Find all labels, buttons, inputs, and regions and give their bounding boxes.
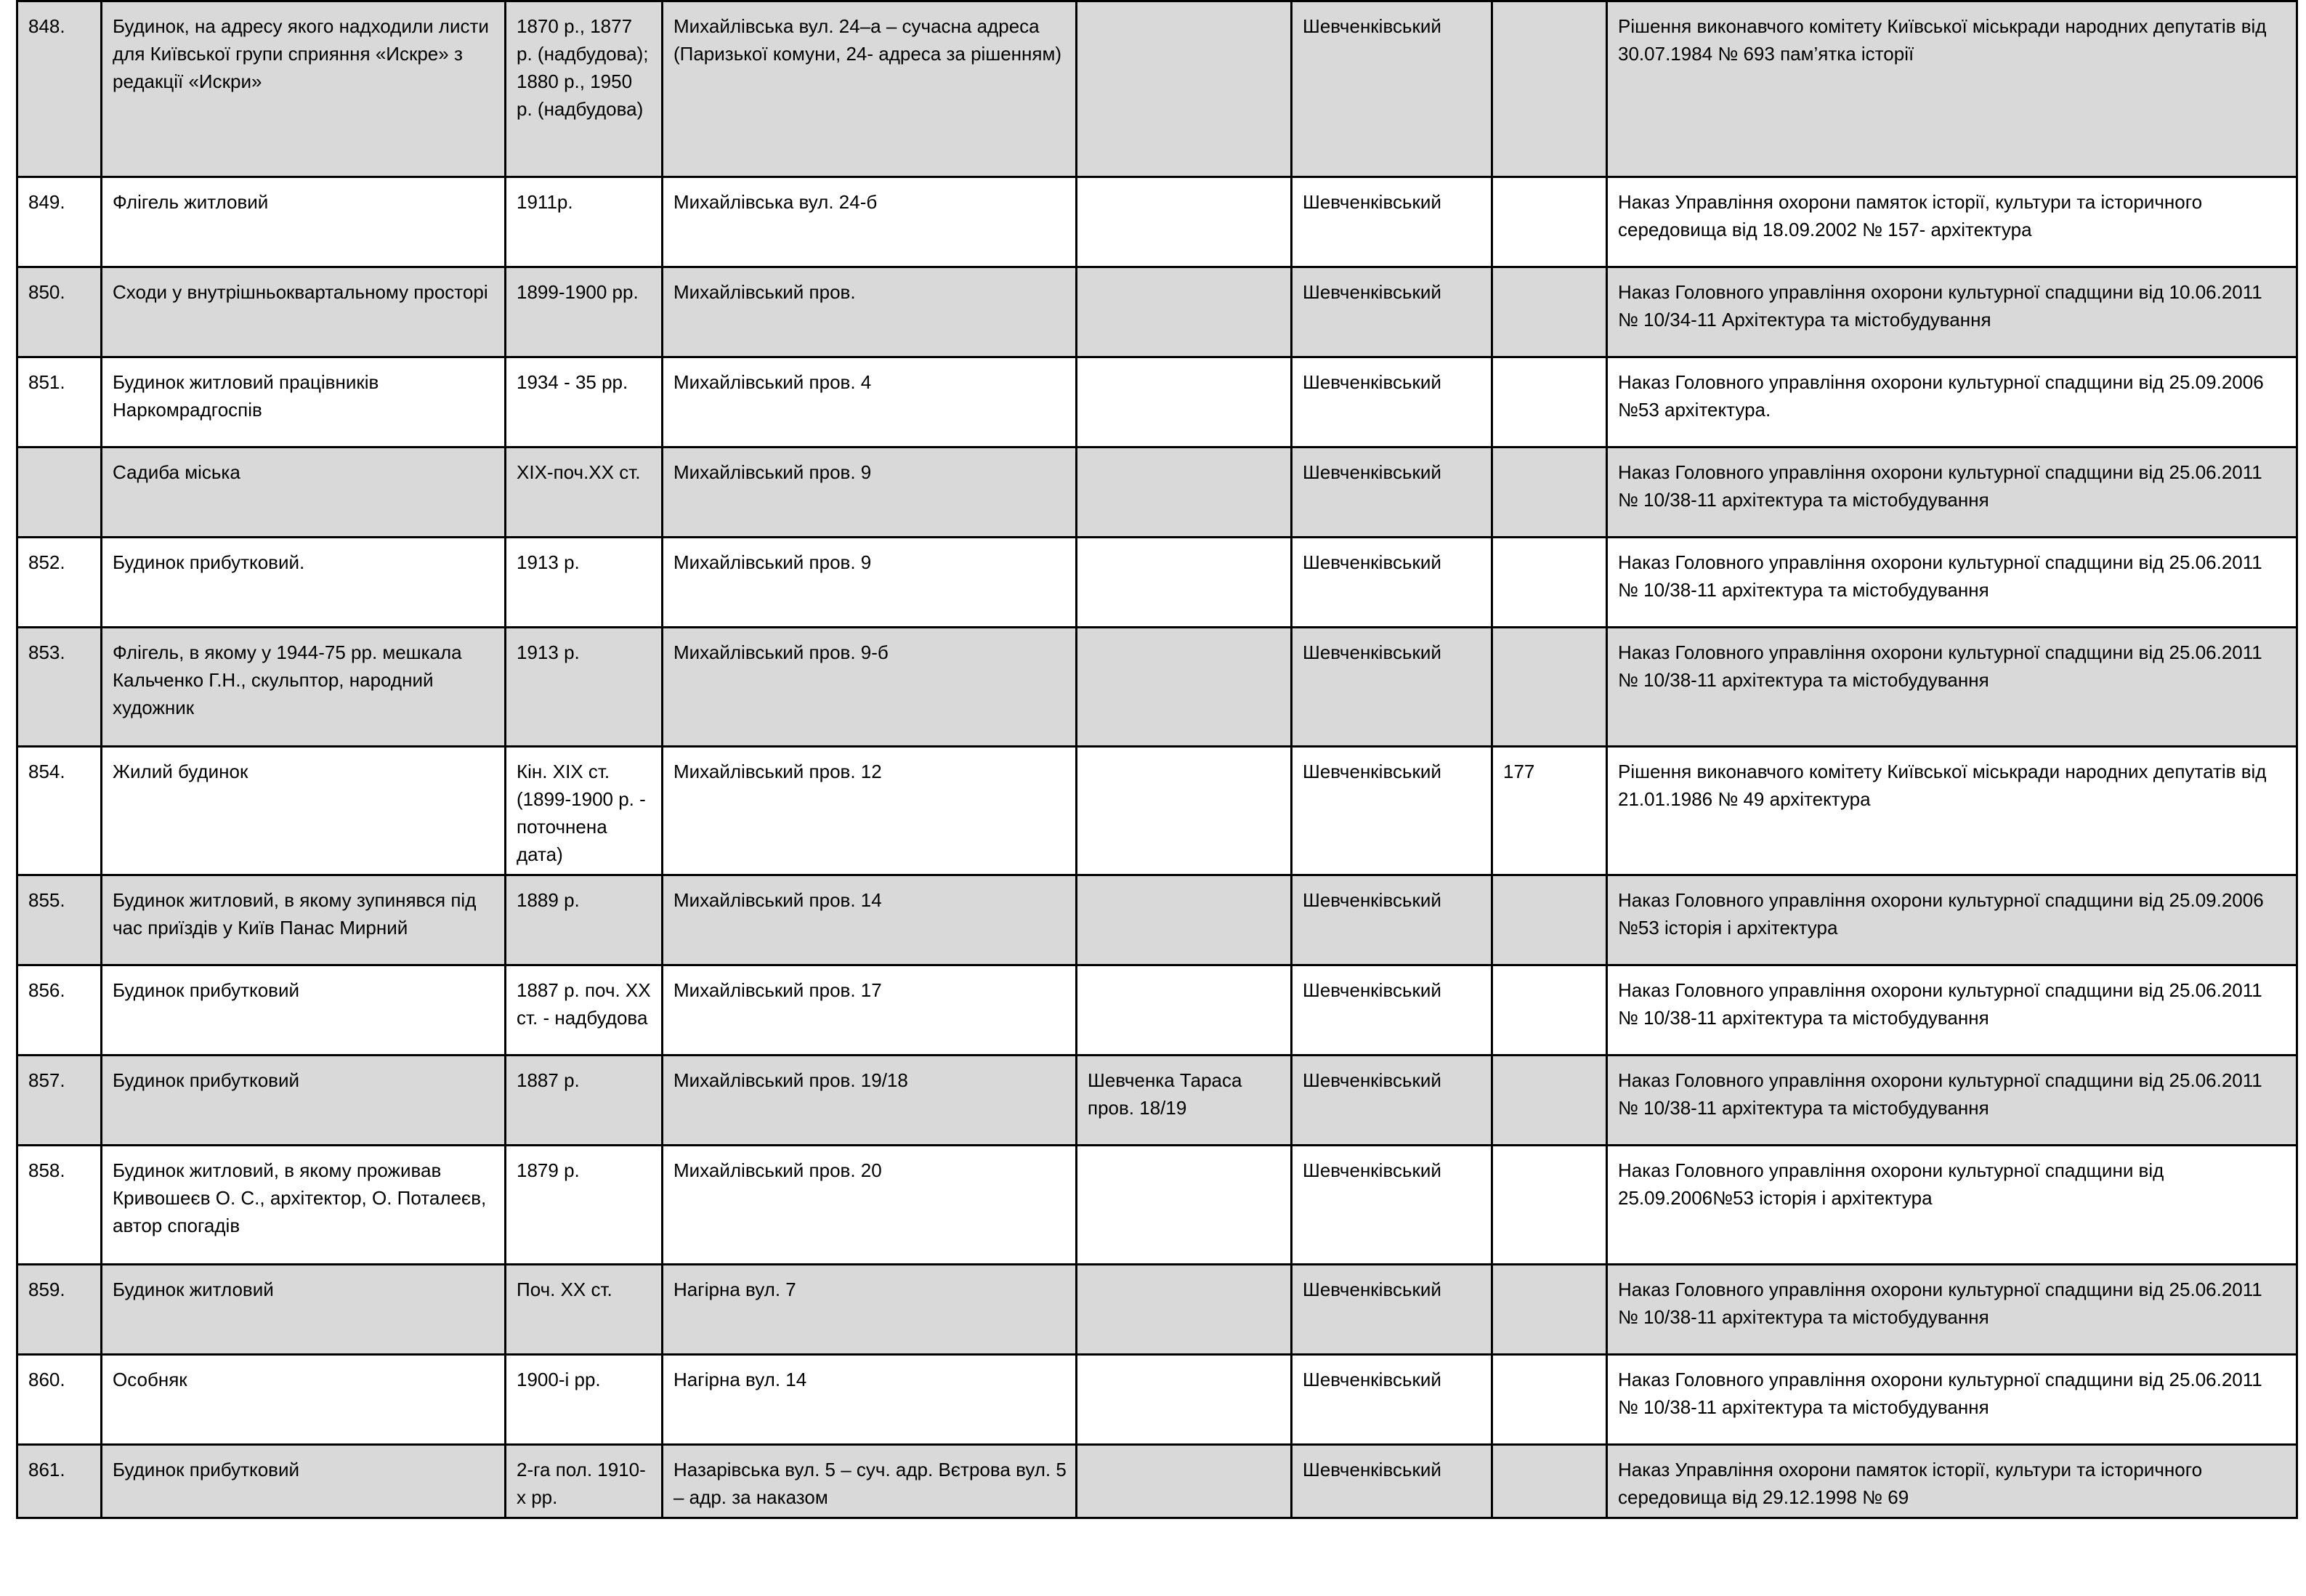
cell-protection-document: Рішення виконавчого комітету Київської міськради народних депутатів від 30.07.1984 № 693 пам’ятка історії <box>1607 1 2297 177</box>
cell-row-number: 851. <box>17 357 102 447</box>
cell-protection-document: Рішення виконавчого комітету Київської міськради народних депутатів від 21.01.1986 № 49 архітектура <box>1607 747 2297 875</box>
cell-protection-number <box>1492 965 1607 1056</box>
cell-protection-document: Наказ Управління охорони памяток історії, культури та історичного середовища від 18.09.2002 № 157- архітектура <box>1607 177 2297 267</box>
cell-monument-name: Жилий будинок <box>102 747 506 875</box>
cell-monument-name: Сходи у внутрішньоквартальному просторі <box>102 267 506 357</box>
cell-protection-document: Наказ Головного управління охорони культурної спадщини від 25.06.2011 № 10/38-11 архітектура та містобудування <box>1607 447 2297 538</box>
cell-row-number: 857. <box>17 1056 102 1146</box>
cell-alternate-address <box>1077 1265 1292 1355</box>
cell-alternate-address <box>1077 1146 1292 1265</box>
cell-monument-name: Будинок житловий, в якому проживав Кривошеєв О. С., архітектор, О. Поталеєв, автор спогадів <box>102 1146 506 1265</box>
cell-district: Шевченківський <box>1292 1265 1492 1355</box>
cell-protection-document: Наказ Головного управління охорони культурної спадщини від 25.09.2006 №53 історія і архітектура <box>1607 875 2297 965</box>
cell-protection-number <box>1492 1445 1607 1518</box>
document-page <box>16 0 2296 1519</box>
cell-protection-number <box>1492 628 1607 747</box>
cell-construction-date: 1899-1900 рр. <box>506 267 663 357</box>
cell-protection-number <box>1492 1146 1607 1265</box>
cell-protection-document: Наказ Головного управління охорони культурної спадщини від 25.06.2011 № 10/38-11 архітектура та містобудування <box>1607 1265 2297 1355</box>
table-row <box>17 747 2297 875</box>
cell-construction-date: 1879 р. <box>506 1146 663 1265</box>
cell-alternate-address: Шевченка Тараса пров. 18/19 <box>1077 1056 1292 1146</box>
table-body <box>17 1 2297 1518</box>
cell-construction-date: 1934 - 35 рр. <box>506 357 663 447</box>
cell-address: Нагірна вул. 7 <box>663 1265 1077 1355</box>
cell-address: Назарівська вул. 5 – суч. адр. Вєтрова вул. 5 – адр. за наказом <box>663 1445 1077 1518</box>
cell-protection-document: Наказ Головного управління охорони культурної спадщини від 10.06.2011 № 10/34-11 Архітектура та містобудування <box>1607 267 2297 357</box>
cell-construction-date: 1887 р. <box>506 1056 663 1146</box>
cell-protection-number <box>1492 875 1607 965</box>
cell-address: Михайлівський пров. 9-б <box>663 628 1077 747</box>
cell-address: Михайлівський пров. 9 <box>663 538 1077 628</box>
cell-row-number: 849. <box>17 177 102 267</box>
cell-alternate-address <box>1077 1 1292 177</box>
cell-alternate-address <box>1077 965 1292 1056</box>
cell-protection-number <box>1492 1355 1607 1445</box>
cell-row-number: 853. <box>17 628 102 747</box>
cell-row-number: 861. <box>17 1445 102 1518</box>
cell-district: Шевченківський <box>1292 447 1492 538</box>
table-row <box>17 1056 2297 1146</box>
cell-monument-name: Будинок, на адресу якого надходили листи для Київської групи сприяння «Искре» з редакції «Искри» <box>102 1 506 177</box>
cell-row-number: 854. <box>17 747 102 875</box>
cell-district: Шевченківський <box>1292 1 1492 177</box>
cell-protection-number <box>1492 447 1607 538</box>
cell-construction-date: 1913 р. <box>506 538 663 628</box>
cell-monument-name: Особняк <box>102 1355 506 1445</box>
cell-row-number: 855. <box>17 875 102 965</box>
cell-monument-name: Флігель житловий <box>102 177 506 267</box>
cell-address: Михайлівський пров. 12 <box>663 747 1077 875</box>
cell-construction-date: 1913 р. <box>506 628 663 747</box>
cell-district: Шевченківський <box>1292 538 1492 628</box>
cell-row-number: 859. <box>17 1265 102 1355</box>
cell-protection-number: 177 <box>1492 747 1607 875</box>
cell-monument-name: Флігель, в якому у 1944-75 рр. мешкала Кальченко Г.Н., скульптор, народний художник <box>102 628 506 747</box>
cell-row-number: 858. <box>17 1146 102 1265</box>
cell-protection-document: Наказ Головного управління охорони культурної спадщини від 25.06.2011 № 10/38-11 архітектура та містобудування <box>1607 628 2297 747</box>
table-row <box>17 447 2297 538</box>
cell-alternate-address <box>1077 538 1292 628</box>
cell-monument-name: Будинок прибутковий <box>102 1445 506 1518</box>
cell-construction-date: 1911р. <box>506 177 663 267</box>
table-row <box>17 1 2297 177</box>
cell-address: Михайлівська вул. 24–а – сучасна адреса (Паризької комуни, 24- адреса за рішенням) <box>663 1 1077 177</box>
cell-protection-document: Наказ Головного управління охорони культурної спадщини від 25.06.2011 № 10/38-11 архітектура та містобудування <box>1607 1056 2297 1146</box>
table-row <box>17 1355 2297 1445</box>
monuments-table <box>16 0 2298 1519</box>
table-row <box>17 1146 2297 1265</box>
cell-row-number: 860. <box>17 1355 102 1445</box>
cell-monument-name: Будинок житловий <box>102 1265 506 1355</box>
cell-protection-document: Наказ Головного управління охорони культурної спадщини від 25.06.2011 № 10/38-11 архітектура та містобудування <box>1607 538 2297 628</box>
cell-protection-number <box>1492 1 1607 177</box>
table-row <box>17 965 2297 1056</box>
cell-protection-document: Наказ Управління охорони памяток історії, культури та історичного середовища від 29.12.1998 № 69 <box>1607 1445 2297 1518</box>
table-row <box>17 628 2297 747</box>
cell-protection-number <box>1492 357 1607 447</box>
cell-alternate-address <box>1077 1355 1292 1445</box>
cell-protection-document: Наказ Головного управління охорони культурної спадщини від 25.06.2011 № 10/38-11 архітектура та містобудування <box>1607 965 2297 1056</box>
cell-construction-date: 1889 р. <box>506 875 663 965</box>
cell-district: Шевченківський <box>1292 628 1492 747</box>
table-row <box>17 538 2297 628</box>
cell-district: Шевченківський <box>1292 177 1492 267</box>
cell-protection-document: Наказ Головного управління охорони культурної спадщини від 25.06.2011 № 10/38-11 архітектура та містобудування <box>1607 1355 2297 1445</box>
cell-address: Михайлівський пров. <box>663 267 1077 357</box>
cell-monument-name: Садиба міська <box>102 447 506 538</box>
cell-district: Шевченківський <box>1292 1056 1492 1146</box>
cell-alternate-address <box>1077 875 1292 965</box>
cell-district: Шевченківський <box>1292 875 1492 965</box>
cell-construction-date: Кін. XIX ст. (1899-1900 р. - поточнена дата) <box>506 747 663 875</box>
cell-row-number: 852. <box>17 538 102 628</box>
cell-address: Михайлівська вул. 24-б <box>663 177 1077 267</box>
table-row <box>17 1265 2297 1355</box>
cell-construction-date: 1900-і рр. <box>506 1355 663 1445</box>
cell-protection-document: Наказ Головного управління охорони культурної спадщини від 25.09.2006 №53 архітектура. <box>1607 357 2297 447</box>
cell-row-number: 850. <box>17 267 102 357</box>
cell-district: Шевченківський <box>1292 1445 1492 1518</box>
table-row <box>17 1445 2297 1518</box>
cell-address: Михайлівський пров. 20 <box>663 1146 1077 1265</box>
table-row <box>17 177 2297 267</box>
cell-protection-number <box>1492 1056 1607 1146</box>
cell-protection-number <box>1492 538 1607 628</box>
cell-construction-date: XIX-поч.XX ст. <box>506 447 663 538</box>
cell-monument-name: Будинок прибутковий. <box>102 538 506 628</box>
cell-district: Шевченківський <box>1292 1146 1492 1265</box>
cell-alternate-address <box>1077 357 1292 447</box>
cell-address: Михайлівський пров. 19/18 <box>663 1056 1077 1146</box>
cell-district: Шевченківський <box>1292 1355 1492 1445</box>
cell-address: Михайлівський пров. 4 <box>663 357 1077 447</box>
cell-address: Михайлівський пров. 17 <box>663 965 1077 1056</box>
table-row <box>17 875 2297 965</box>
cell-construction-date: Поч. XX ст. <box>506 1265 663 1355</box>
cell-alternate-address <box>1077 1445 1292 1518</box>
cell-monument-name: Будинок житловий працівників Наркомрадгоспів <box>102 357 506 447</box>
cell-protection-number <box>1492 177 1607 267</box>
cell-monument-name: Будинок житловий, в якому зупинявся під час приїздів у Київ Панас Мирний <box>102 875 506 965</box>
cell-address: Михайлівський пров. 9 <box>663 447 1077 538</box>
cell-address: Нагірна вул. 14 <box>663 1355 1077 1445</box>
cell-alternate-address <box>1077 628 1292 747</box>
cell-address: Михайлівський пров. 14 <box>663 875 1077 965</box>
cell-construction-date: 1870 р., 1877 р. (надбудова); 1880 р., 1950 р. (надбудова) <box>506 1 663 177</box>
table-row <box>17 267 2297 357</box>
cell-alternate-address <box>1077 267 1292 357</box>
table-row <box>17 357 2297 447</box>
cell-alternate-address <box>1077 447 1292 538</box>
cell-construction-date: 1887 р. поч. XX ст. - надбудова <box>506 965 663 1056</box>
cell-monument-name: Будинок прибутковий <box>102 965 506 1056</box>
cell-alternate-address <box>1077 747 1292 875</box>
cell-district: Шевченківський <box>1292 357 1492 447</box>
cell-district: Шевченківський <box>1292 965 1492 1056</box>
cell-construction-date: 2-га пол. 1910-х рр. <box>506 1445 663 1518</box>
cell-protection-number <box>1492 267 1607 357</box>
cell-protection-number <box>1492 1265 1607 1355</box>
cell-district: Шевченківський <box>1292 747 1492 875</box>
cell-monument-name: Будинок прибутковий <box>102 1056 506 1146</box>
cell-row-number <box>17 447 102 538</box>
cell-row-number: 848. <box>17 1 102 177</box>
cell-row-number: 856. <box>17 965 102 1056</box>
cell-alternate-address <box>1077 177 1292 267</box>
cell-district: Шевченківський <box>1292 267 1492 357</box>
cell-protection-document: Наказ Головного управління охорони культурної спадщини від 25.09.2006№53 історія і архітектура <box>1607 1146 2297 1265</box>
